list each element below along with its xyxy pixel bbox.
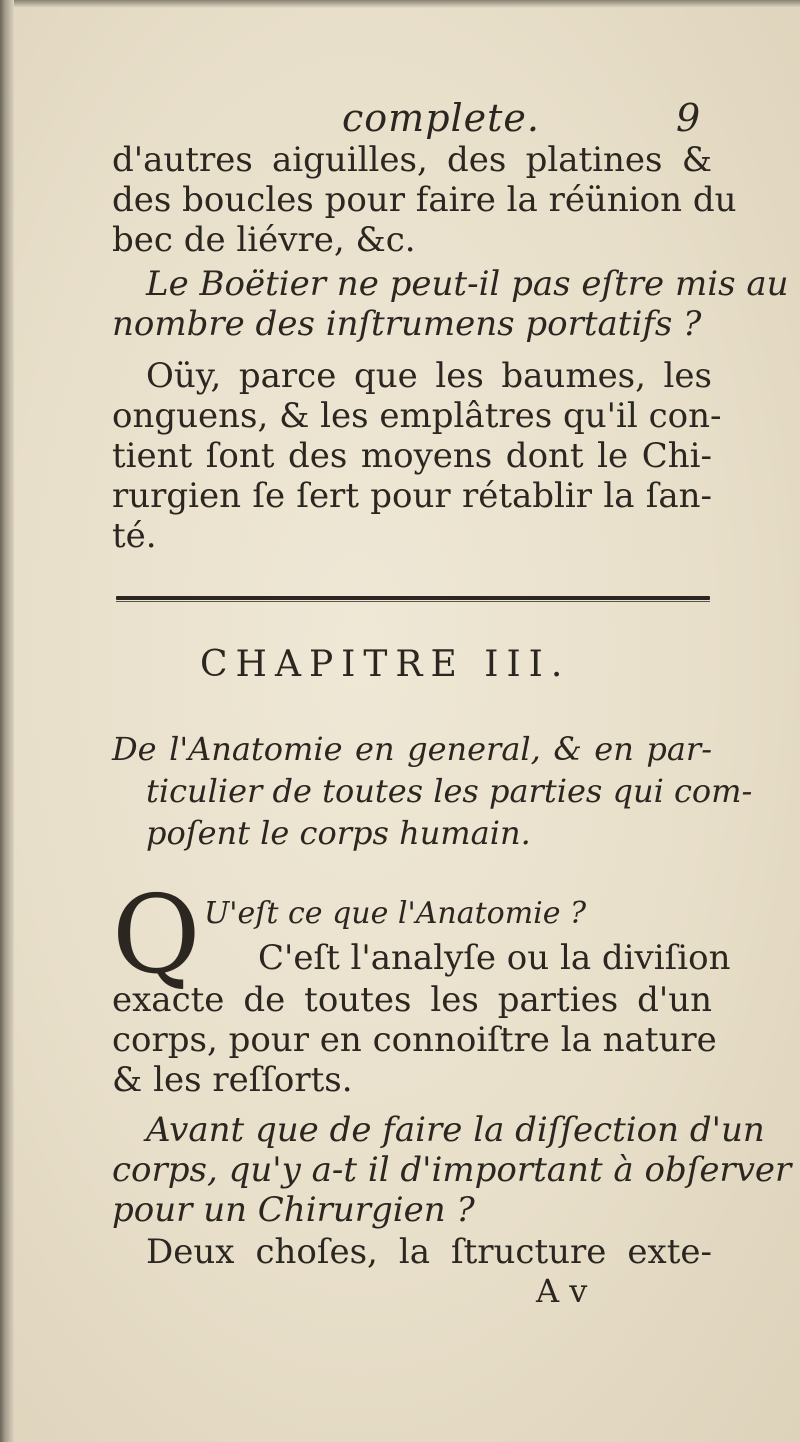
page-top-edge — [0, 0, 800, 8]
text-line: des boucles pour faire la réünion du — [112, 180, 737, 220]
text-line: Oüy, parce que les baumes, les — [146, 356, 712, 396]
text-line: corps, qu'y a-t il d'important à obſerver — [112, 1150, 792, 1190]
text-line: Deux choſes, la ſtructure exte- — [146, 1232, 712, 1272]
page-binding-edge — [0, 0, 14, 1442]
chapter-heading: CHAPITRE III. — [200, 644, 571, 685]
answer-boetier — [112, 356, 722, 556]
question-dissection — [112, 1110, 792, 1230]
text-line: ticulier de toutes les parties qui com- — [146, 772, 753, 810]
text-line: tient ſont des moyens dont le Chi- — [112, 436, 712, 476]
ornamental-rule — [116, 596, 710, 600]
text-line: d'autres aiguilles, des platines & — [112, 140, 712, 180]
answer-anatomy-first-line — [258, 938, 731, 978]
answer-anatomy — [112, 980, 717, 1100]
question-anatomy: U'eſt ce que l'Anatomie ? — [204, 896, 587, 931]
text-line: exacte de toutes les parties d'un — [112, 980, 712, 1020]
text-line: pour un Chirurgien ? — [112, 1190, 475, 1230]
text-line: De l'Anatomie en general, & en par- — [112, 730, 712, 768]
running-head: complete. — [342, 96, 540, 140]
text-line: C'eſt l'analyſe ou la diviſion — [258, 938, 731, 978]
text-line: onguens, & les emplâtres qu'il con- — [112, 396, 722, 436]
chapter-subtitle — [112, 728, 753, 854]
page-number: 9 — [676, 96, 701, 140]
text-line: rurgien ſe ſert pour rétablir la ſan- — [112, 476, 712, 516]
text-line: corps, pour en connoiſtre la nature — [112, 1020, 717, 1060]
text-line: Le Boëtier ne peut-il pas eſtre mis au — [146, 264, 789, 304]
paragraph-continuation — [112, 140, 737, 260]
question-boetier — [112, 264, 789, 344]
text-line: & les reſſorts. — [112, 1060, 353, 1100]
signature-mark: A v — [536, 1272, 588, 1310]
drop-cap: Q — [112, 873, 201, 998]
text-line: nombre des inſtrumens portatifs ? — [112, 304, 702, 344]
text-line: poſent le corps humain. — [146, 814, 531, 852]
text-line: bec de liévre, &c. — [112, 220, 416, 260]
text-line: té. — [112, 516, 157, 556]
text-line: Avant que de faire la diſſection d'un — [146, 1110, 765, 1150]
answer-dissection — [112, 1232, 712, 1272]
